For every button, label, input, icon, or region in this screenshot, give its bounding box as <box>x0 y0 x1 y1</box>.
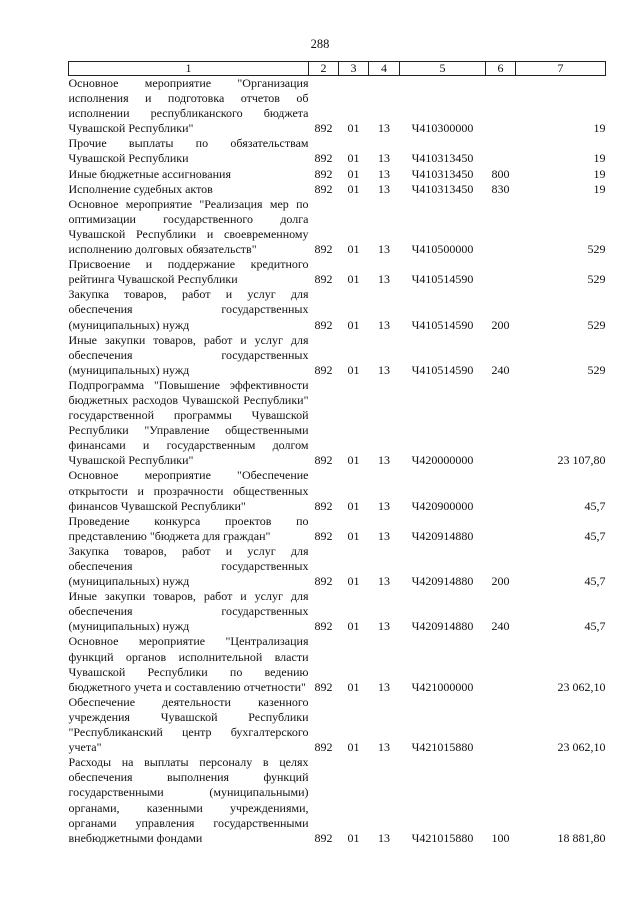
target-article-code: Ч410313450 <box>411 151 474 166</box>
subsection-code: 13 <box>378 679 390 694</box>
subsection-code: 13 <box>378 121 390 136</box>
expense-type-code: 200 <box>491 574 510 589</box>
page-number: 288 <box>310 37 330 51</box>
table-row <box>69 333 606 378</box>
row-name: Подпрограмма "Повышение эффективности бюджетных расходов Чувашской Республики" государственной программы Чувашской Республики "Управление общественными финансами и государственным долгом Чувашской Республики" <box>68 377 309 468</box>
row-name: Основное мероприятие "Организация исполнения и подготовка отчетов об исполнении республиканского бюджета Чувашской Республики" <box>68 76 309 136</box>
row-name: Иные закупки товаров, работ и услуг для обеспечения государственных (муниципальных) нужд <box>68 332 309 377</box>
section-code: 01 <box>347 151 360 166</box>
main-admin-code: 892 <box>314 740 333 755</box>
subsection-code: 13 <box>378 272 390 287</box>
amount: 23 062,10 <box>557 679 606 694</box>
column-header: 3 <box>339 62 369 76</box>
section-code: 01 <box>347 740 360 755</box>
expense-type-code <box>486 76 516 137</box>
amount: 19 <box>593 166 606 181</box>
table-row <box>69 514 606 544</box>
row-name: Основное мероприятие "Централизация функций органов исполнительной власти Чувашской Республики по ведению бюджетного учета и составлению отчетности" <box>68 634 309 694</box>
column-header: 2 <box>309 62 339 76</box>
section-code: 01 <box>347 121 360 136</box>
target-article-code: Ч410514590 <box>411 317 474 332</box>
section-code: 01 <box>347 498 360 513</box>
amount: 45,7 <box>584 498 606 513</box>
section-code: 01 <box>347 453 360 468</box>
row-name: Расходы на выплаты персоналу в целях обеспечения выполнения функций государственными (муниципальными) органами, казенными учреждениями, органами управления государственными внебюджетными фондами <box>68 755 309 845</box>
expense-type-code <box>486 136 516 166</box>
target-article-code: Ч420914880 <box>411 619 474 634</box>
section-code: 01 <box>347 679 360 694</box>
amount: 45,7 <box>584 619 606 634</box>
subsection-code: 13 <box>378 619 390 634</box>
target-article-code: Ч420000000 <box>411 453 474 468</box>
section-code: 01 <box>347 619 360 634</box>
amount: 529 <box>587 317 606 332</box>
expense-type-code: 240 <box>491 362 510 377</box>
main-admin-code: 892 <box>314 272 333 287</box>
subsection-code: 13 <box>378 317 390 332</box>
expense-type-code: 100 <box>491 830 510 845</box>
row-name: Проведение конкурса проектов по представлению "бюджета для граждан" <box>68 513 309 543</box>
table-row <box>69 589 606 634</box>
subsection-code: 13 <box>378 528 390 543</box>
row-name: Основное мероприятие "Обеспечение открытости и прозрачности общественных финансов Чувашской Республики" <box>68 468 309 513</box>
table-row <box>69 287 606 332</box>
amount: 45,7 <box>584 528 606 543</box>
column-header: 5 <box>400 62 486 76</box>
section-code: 01 <box>347 362 360 377</box>
expense-type-code: 830 <box>491 181 510 196</box>
subsection-code: 13 <box>378 166 390 181</box>
subsection-code: 13 <box>378 830 390 845</box>
amount: 23 062,10 <box>557 740 606 755</box>
table-row <box>69 695 606 755</box>
main-admin-code: 892 <box>314 242 333 257</box>
expense-type-code <box>486 378 516 469</box>
main-admin-code: 892 <box>314 317 333 332</box>
column-header: 1 <box>69 62 309 76</box>
expense-type-code: 800 <box>491 166 510 181</box>
section-code: 01 <box>347 317 360 332</box>
main-admin-code: 892 <box>314 528 333 543</box>
expense-type-code: 200 <box>491 317 510 332</box>
table-row <box>69 136 606 166</box>
main-admin-code: 892 <box>314 830 333 845</box>
amount: 23 107,80 <box>557 453 606 468</box>
main-admin-code: 892 <box>314 619 333 634</box>
row-name: Прочие выплаты по обязательствам Чувашской Республики <box>68 136 309 166</box>
expense-type-code <box>486 197 516 257</box>
target-article-code: Ч410500000 <box>411 242 474 257</box>
amount: 19 <box>593 121 606 136</box>
section-code: 01 <box>347 242 360 257</box>
section-code: 01 <box>347 574 360 589</box>
amount: 529 <box>587 242 606 257</box>
table-row <box>69 76 606 137</box>
table-row <box>69 634 606 694</box>
main-admin-code: 892 <box>314 679 333 694</box>
table-row <box>69 755 606 846</box>
table-row <box>69 257 606 287</box>
section-code: 01 <box>347 166 360 181</box>
expense-type-code <box>486 514 516 544</box>
target-article-code: Ч421000000 <box>411 679 474 694</box>
subsection-code: 13 <box>378 453 390 468</box>
row-name: Обеспечение деятельности казенного учреждения Чувашской Республики "Республиканский центр бухгалтерского учета" <box>68 694 309 755</box>
expense-type-code <box>486 634 516 694</box>
column-header-row <box>69 62 606 76</box>
subsection-code: 13 <box>378 242 390 257</box>
column-header: 6 <box>486 62 516 76</box>
table-row <box>69 468 606 513</box>
main-admin-code: 892 <box>314 166 333 181</box>
main-admin-code: 892 <box>314 121 333 136</box>
row-name: Иные закупки товаров, работ и услуг для обеспечения государственных (муниципальных) нужд <box>68 589 309 634</box>
target-article-code: Ч410313450 <box>411 181 474 196</box>
subsection-code: 13 <box>378 740 390 755</box>
target-article-code: Ч410313450 <box>411 166 474 181</box>
expense-type-code <box>486 695 516 755</box>
target-article-code: Ч420900000 <box>411 498 474 513</box>
column-header: 4 <box>369 62 400 76</box>
subsection-code: 13 <box>378 362 390 377</box>
subsection-code: 13 <box>378 498 390 513</box>
main-admin-code: 892 <box>314 151 333 166</box>
row-name: Основное мероприятие "Реализация мер по оптимизации государственного долга Чувашской Республики и своевременному исполнению долговых обязательств" <box>68 196 309 257</box>
amount: 19 <box>593 181 606 196</box>
row-name: Иные бюджетные ассигнования <box>68 166 231 181</box>
table-row <box>69 378 606 469</box>
target-article-code: Ч410300000 <box>411 121 474 136</box>
column-header: 7 <box>516 62 606 76</box>
expense-type-code <box>486 257 516 287</box>
target-article-code: Ч420914880 <box>411 574 474 589</box>
subsection-code: 13 <box>378 151 390 166</box>
row-name: Закупка товаров, работ и услуг для обеспечения государственных (муниципальных) нужд <box>68 287 309 332</box>
main-admin-code: 892 <box>314 498 333 513</box>
row-name: Исполнение судебных актов <box>68 181 213 196</box>
target-article-code: Ч421015880 <box>411 830 474 845</box>
expense-type-code <box>486 468 516 513</box>
target-article-code: Ч410514590 <box>411 362 474 377</box>
target-article-code: Ч420914880 <box>411 528 474 543</box>
budget-table <box>68 61 606 846</box>
table-row <box>69 167 606 182</box>
main-admin-code: 892 <box>314 574 333 589</box>
table-row <box>69 544 606 589</box>
target-article-code: Ч410514590 <box>411 272 474 287</box>
section-code: 01 <box>347 181 360 196</box>
expense-type-code: 240 <box>491 619 510 634</box>
table-row <box>69 197 606 257</box>
main-admin-code: 892 <box>314 181 333 196</box>
amount: 529 <box>587 272 606 287</box>
amount: 19 <box>593 151 606 166</box>
main-admin-code: 892 <box>314 362 333 377</box>
row-name: Закупка товаров, работ и услуг для обеспечения государственных (муниципальных) нужд <box>68 543 309 589</box>
target-article-code: Ч421015880 <box>411 740 474 755</box>
section-code: 01 <box>347 830 360 845</box>
subsection-code: 13 <box>378 181 390 196</box>
amount: 529 <box>587 362 606 377</box>
section-code: 01 <box>347 272 360 287</box>
row-name: Присвоение и поддержание кредитного рейтинга Чувашской Республики <box>68 257 309 287</box>
section-code: 01 <box>347 528 360 543</box>
subsection-code: 13 <box>378 574 390 589</box>
amount: 45,7 <box>584 574 606 589</box>
amount: 18 881,80 <box>557 830 606 845</box>
main-admin-code: 892 <box>314 453 333 468</box>
table-row <box>69 182 606 197</box>
